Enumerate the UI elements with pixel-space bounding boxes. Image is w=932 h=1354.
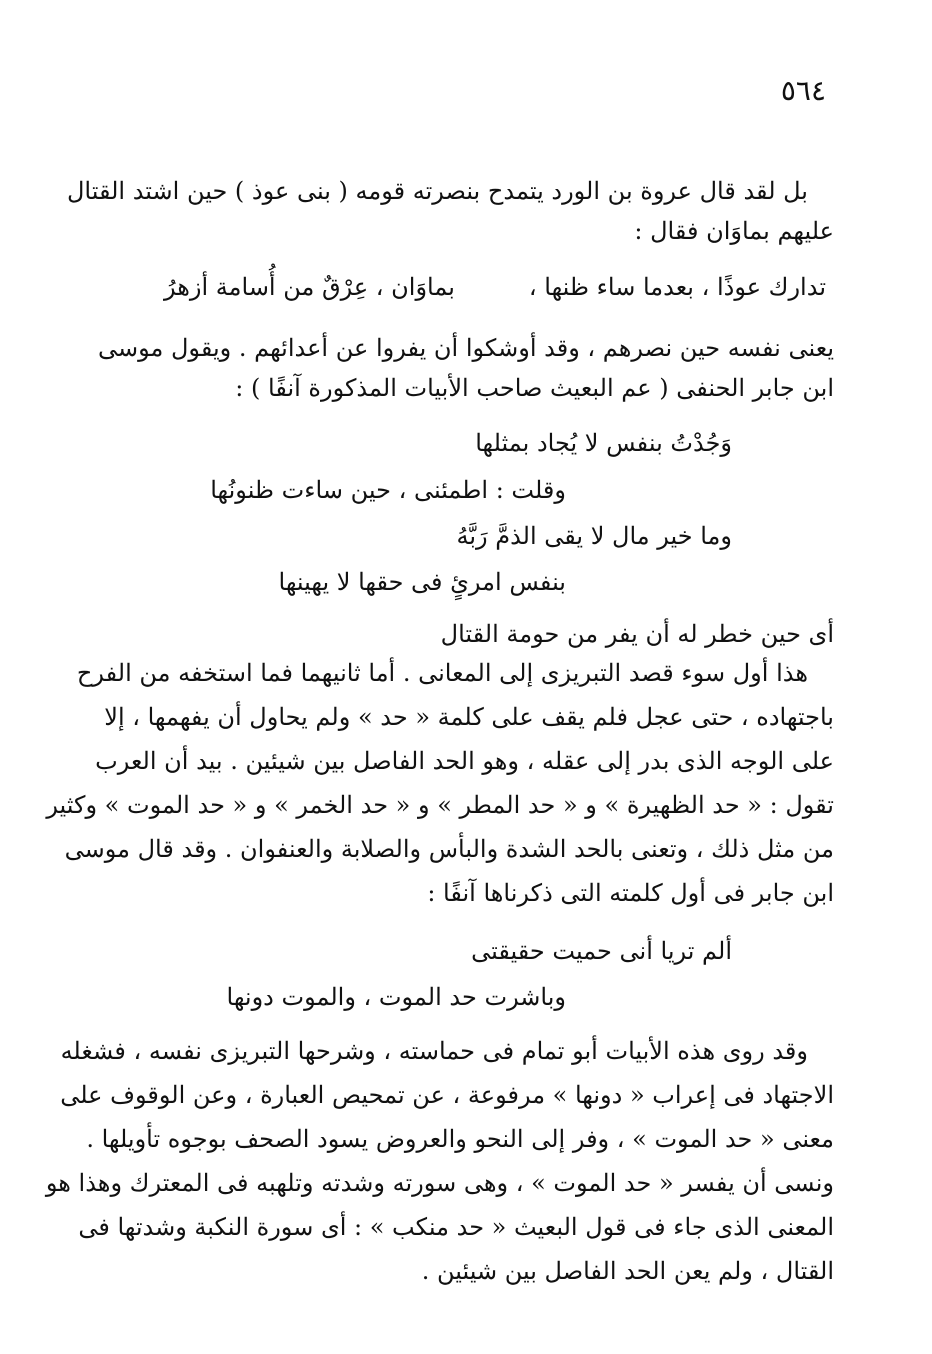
paragraph-line: هذا أول سوء قصد التبريزى إلى المعانى . أما ثانيهما فما استخفه من الفرح [76, 659, 808, 687]
verse-line: وباشرت حد الموت ، والموت دونها [226, 983, 566, 1011]
paragraph-line: المعنى الذى جاء فى قول البعيث « حد منكب » : أى سورة النكبة وشدتها فى [78, 1213, 834, 1241]
verse-second-hemistich: بماوَان ، عِرْقٌ من أُسامة أزهرُ [164, 273, 455, 301]
paragraph-line: تقول : « حد الظهيرة » و « حد المطر » و « حد الخمر » و « حد الموت » وكثير [46, 791, 834, 819]
verse-row [134, 267, 834, 307]
paragraph-line: ابن جابر الحنفى ( عم البعيث صاحب الأبيات المذكورة آنفًا ) : [235, 374, 834, 402]
verse-first-hemistich: تدارك عوذًا ، بعدما ساء ظنها ، [528, 273, 826, 301]
paragraph-line: الاجتهاد فى إعراب « دونها » مرفوعة ، عن تمحيص العبارة ، وعن الوقوف على [60, 1081, 834, 1109]
page-number: ٥٦٤ [780, 74, 826, 107]
paragraph-line: من مثل ذلك ، وتعنى بالحد الشدة والبأس والصلابة والعنفوان . وقد قال موسى [64, 835, 834, 863]
paragraph-line: ابن جابر فى أول كلمته التى ذكرناها آنفًا : [427, 879, 834, 907]
verse-line: وقلت : اطمئنى ، حين ساءت ظنونُها [210, 476, 566, 504]
verse-line: وما خير مال لا يقى الذمَّ رَبَّهُ [456, 522, 732, 550]
paragraph-line: معنى « حد الموت » ، وفر إلى النحو والعروض يسود الصحف بوجوه تأويلها . [86, 1125, 834, 1153]
paragraph-line: على الوجه الذى بدر إلى عقله ، وهو الحد الفاصل بين شيئين . بيد أن العرب [95, 747, 834, 775]
verse-line: ألم تريا أنى حميت حقيقتى [471, 937, 732, 965]
paragraph-line: بل لقد قال عروة بن الورد يتمدح بنصرته قومه ( بنى عوذ ) حين اشتد القتال [66, 177, 808, 205]
verse-line: بنفس امرئٍ فى حقها لا يهينها [278, 568, 566, 596]
paragraph-line: أى حين خطر له أن يفر من حومة القتال [440, 620, 834, 648]
paragraph-line: باجتهاده ، حتى عجل فلم يقف على كلمة « حد » ولم يحاول أن يفهمها ، إلا [104, 703, 834, 731]
paragraph-line: يعنى نفسه حين نصرهم ، وقد أوشكوا أن يفروا عن أعدائهم . ويقول موسى [98, 334, 834, 362]
paragraph-line: ونسى أن يفسر « حد الموت » ، وهى سورته وشدته وتلهبه فى المعترك وهذا هو [45, 1169, 834, 1197]
paragraph-line: عليهم بماوَان فقال : [634, 217, 834, 245]
verse-line: وَجُدْتُ بنفس لا يُجاد بمثلها [475, 429, 732, 457]
paragraph-line: القتال ، ولم يعن الحد الفاصل بين شيئين . [421, 1257, 834, 1285]
paragraph-line: وقد روى هذه الأبيات أبو تمام فى حماسته ، وشرحها التبريزى نفسه ، فشغله [60, 1037, 808, 1065]
